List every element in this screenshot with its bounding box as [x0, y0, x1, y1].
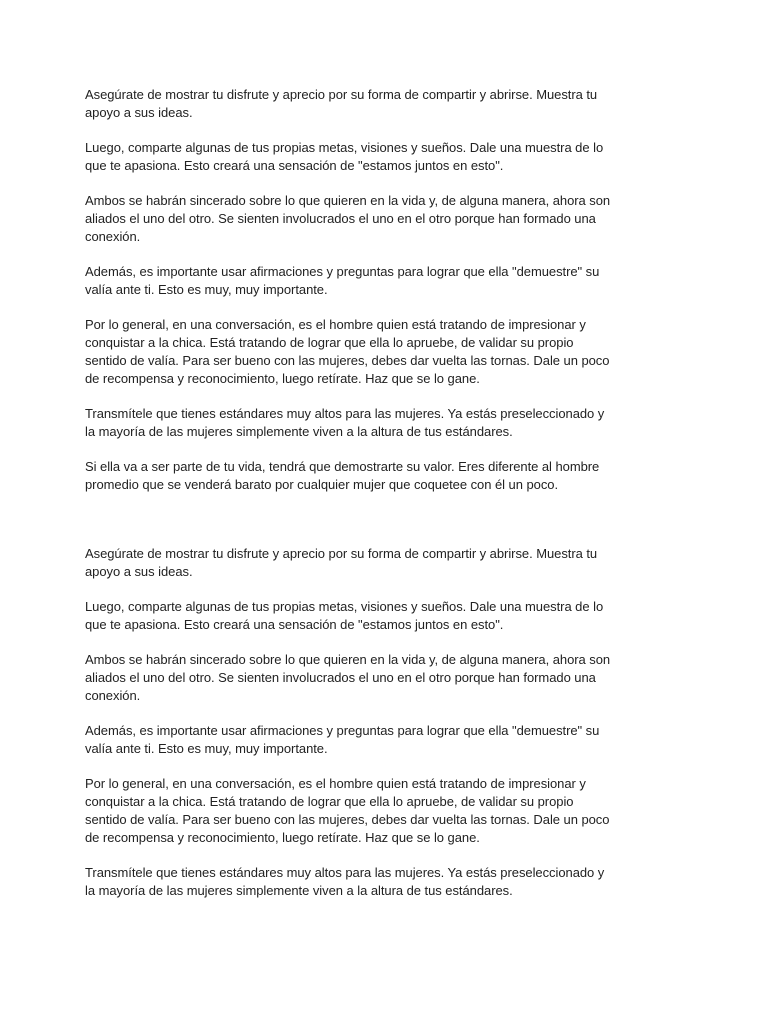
paragraph: Luego, comparte algunas de tus propias metas, visiones y sueños. Dale una muestra de lo que te apasiona. Esto creará una sensación de "estamos juntos en esto".	[85, 140, 604, 173]
paragraph: Por lo general, en una conversación, es el hombre quien está tratando de impresionar y conquistar a la chica. Está tratando de lograr que ella lo apruebe, de validar su propio sentido de valía. Para ser bueno con las mujeres, debes dar vuelta las tornas. Dale un poco de recompensa y reconocimiento, luego retírate. Haz que se lo gane.	[85, 317, 610, 386]
paragraph: Asegúrate de mostrar tu disfrute y aprecio por su forma de compartir y abrirse. Muestra tu apoyo a sus ideas.	[85, 87, 598, 120]
paragraph: Asegúrate de mostrar tu disfrute y aprecio por su forma de compartir y abrirse. Muestra tu apoyo a sus ideas.	[85, 546, 598, 579]
paragraph: Además, es importante usar afirmaciones y preguntas para lograr que ella "demuestre" su valía ante ti. Esto es muy, muy importante.	[85, 264, 600, 297]
paragraph: Por lo general, en una conversación, es el hombre quien está tratando de impresionar y conquistar a la chica. Está tratando de lograr que ella lo apruebe, de validar su propio sentido de valía. Para ser bueno con las mujeres, debes dar vuelta las tornas. Dale un poco de recompensa y reconocimiento, luego retírate. Haz que se lo gane.	[85, 776, 610, 845]
paragraph: Además, es importante usar afirmaciones y preguntas para lograr que ella "demuestre" su valía ante ti. Esto es muy, muy importante.	[85, 723, 600, 756]
text-section-1	[85, 86, 625, 511]
text-section-2	[85, 545, 625, 917]
paragraph: Ambos se habrán sincerado sobre lo que quieren en la vida y, de alguna manera, ahora son aliados el uno del otro. Se sienten involucrados el uno en el otro porque han formado una conexión.	[85, 652, 611, 703]
paragraph: Transmítele que tienes estándares muy altos para las mujeres. Ya estás preseleccionado y la mayoría de las mujeres simplemente viven a la altura de tus estándares.	[85, 406, 605, 439]
paragraph: Luego, comparte algunas de tus propias metas, visiones y sueños. Dale una muestra de lo que te apasiona. Esto creará una sensación de "estamos juntos en esto".	[85, 599, 604, 632]
paragraph: Si ella va a ser parte de tu vida, tendrá que demostrarte su valor. Eres diferente al hombre promedio que se venderá barato por cualquier mujer que coquetee con él un poco.	[85, 459, 600, 492]
paragraph: Ambos se habrán sincerado sobre lo que quieren en la vida y, de alguna manera, ahora son aliados el uno del otro. Se sienten involucrados el uno en el otro porque han formado una conexión.	[85, 193, 611, 244]
paragraph: Transmítele que tienes estándares muy altos para las mujeres. Ya estás preseleccionado y la mayoría de las mujeres simplemente viven a la altura de tus estándares.	[85, 865, 605, 898]
